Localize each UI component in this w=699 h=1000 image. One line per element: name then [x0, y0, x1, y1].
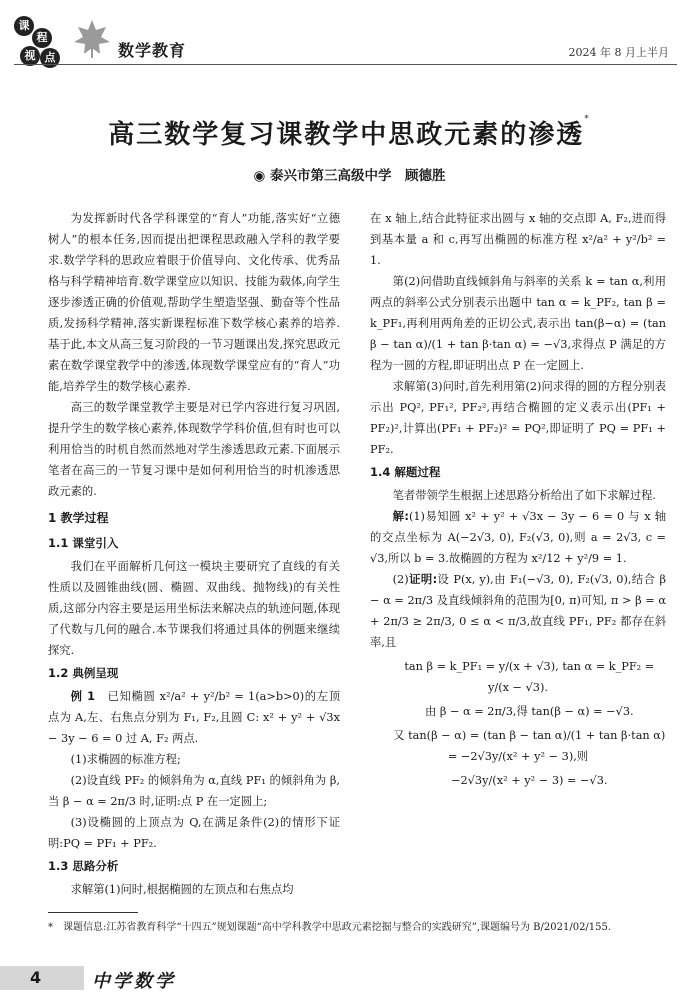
question-1: (1)求椭圆的标准方程;: [70, 753, 181, 766]
maple-leaf-icon: [72, 18, 112, 58]
page-header: [0, 0, 699, 72]
subsection-heading: 1.2 典例呈现: [48, 666, 119, 680]
question-2: (2)设直线 PF₂ 的倾斜角为 α,直线 PF₁ 的倾斜角为 β,当 β − α = 2π/3 时,证明:点 P 在一定圆上;: [48, 774, 340, 808]
solution-part-1: 解:(1)易知圆 x² + y² + √3x − 3y − 6 = 0 与 x 轴的交点坐标为 A(−2√3, 0), F₂(√3, 0),则 a = 2√3, c = √3,所以 b = 3.故椭圆的方程为 x²/12 + y²/9 = 1.: [370, 510, 666, 565]
magazine-name: 中学数学: [92, 971, 176, 992]
subsection-heading: 1.1 课堂引入: [48, 536, 119, 550]
equation: −2√3y/(x² + y² − 3) = −√3.: [451, 774, 608, 787]
right-column: [370, 208, 666, 794]
logo-char: 课: [14, 16, 34, 36]
equation: tan β = k_PF₁ = y/(x + √3), tan α = k_PF₂ = y/(x − √3).: [404, 660, 655, 694]
subsection-heading: 1.3 思路分析: [48, 859, 119, 873]
body-paragraph: 笔者带领学生根据上述思路分析给出了如下求解过程.: [392, 489, 657, 502]
logo-char: 点: [40, 48, 60, 68]
equation: 又 tan(β − α) = (tan β − tan α)/(1 + tan β·tan α) = −2√3y/(x² + y² − 3),则: [393, 729, 666, 763]
page-number: 4: [0, 966, 84, 990]
intro-paragraph: 为发挥新时代各学科课堂的“育人”功能,落实好“立德树人”的根本任务,因而提出把课程思政融入学科的教学要求.数学学科的思政应着眼于价值导向、文化传承、优秀品格与科学精神培育.数学课堂应以知识、技能为载体,向学生逐步渗透正确的价值观,帮助学生塑造坚强、勤奋等个性品质,发扬科学精神,落实新课程标准下数学核心素养的培养.基于此,本文从高三复习阶段的一节习题课出发,探究思政元素在数学课堂教学中的渗透,体现数学课堂应有的“育人”功能,培养学生的数学核心素养.: [48, 212, 340, 393]
body-paragraph: 第(2)问借助直线倾斜角与斜率的关系 k = tan α,利用两点的斜率公式分别表示出题中 tan α = k_PF₂, tan β = k_PF₁,再利用两角差的正切公式,表示出 tan(β−α) = (tan β − tan α)/(1 + tan β·tan α) = −√3,求得点 P 满足的方程为一圆的方程,即证明出点 P 在一定圆上.: [370, 275, 666, 372]
footnote: * 课题信息:江苏省教育科学“十四五”规划课题“高中学科教学中思政元素挖掘与整合的实践研究”,课题编号为 B/2021/02/155.: [48, 922, 612, 933]
body-paragraph: 我们在平面解析几何这一模块主要研究了直线的有关性质以及圆锥曲线(圆、椭圆、双曲线、抛物线)的有关性质,这部分内容主要是运用坐标法来解决点的轨迹问题,体现了代数与几何的融合.本节课我们将通过具体的例题来继续探究.: [48, 560, 340, 657]
header-divider: [14, 64, 677, 65]
body-paragraph: 求解第(1)问时,根据椭圆的左顶点和右焦点均: [70, 883, 294, 896]
title-footnote-mark: *: [584, 114, 591, 124]
logo-char: 视: [20, 46, 40, 66]
body-paragraph: 在 x 轴上,结合此特征求出圆与 x 轴的交点即 A, F₂,进而得到基本量 a 和 c,再写出椭圆的标准方程 x²/a² + y²/b² = 1.: [370, 212, 666, 267]
section-heading: 1 教学过程: [48, 511, 109, 525]
logo-char: 程: [32, 28, 52, 48]
example-problem: 例 1 已知椭圆 x²/a² + y²/b² = 1(a>b>0)的左顶点为 A,左、右焦点分别为 F₁, F₂,且圆 C: x² + y² + √3x − 3y − 6 = 0 过 A, F₂ 两点.: [48, 690, 340, 745]
section-name: 数学教育: [118, 41, 187, 60]
page-footer: [0, 956, 699, 1000]
intro-paragraph-2: 高三的数学课堂教学主要是对已学内容进行复习巩固,提升学生的数学核心素养,体现数学学科价值,但有时也可以利用恰当的时机自然而然地对学生渗透思政元素.下面展示笔者在高三的一节复习课中是如何利用恰当的时机渗透思政元素的.: [48, 401, 340, 498]
issue-date: 2024 年 8 月上半月: [568, 46, 669, 59]
column-logo: [14, 12, 114, 70]
example-label: 例 1: [70, 690, 95, 703]
solution-part-2: (2)证明:设 P(x, y),由 F₁(−√3, 0), F₂(√3, 0),结合 β − α = 2π/3 及直线倾斜角的范围为[0, π)可知, π > β = α + 2π/3 ≥ 2π/3, 0 ≤ α < π/3,故直线 PF₁, PF₂ 都存在斜率,且: [370, 573, 666, 649]
equation: 由 β − α = 2π/3,得 tan(β − α) = −√3.: [424, 705, 634, 718]
article-title: 高三数学复习课教学中思政元素的渗透*: [108, 114, 591, 150]
subsection-heading: 1.4 解题过程: [370, 465, 441, 479]
footnote-divider: [48, 912, 138, 913]
body-paragraph: 求解第(3)问时,首先利用第(2)问求得的圆的方程分别表示出 PQ², PF₁², PF₂²,再结合椭圆的定义表示出(PF₁ + PF₂)²,计算出(PF₁ + PF₂)² = PQ²,即证明了 PQ = PF₁ + PF₂.: [370, 380, 666, 456]
question-3: (3)设椭圆的上顶点为 Q,在满足条件(2)的情形下证明:PQ = PF₁ + PF₂.: [48, 816, 340, 850]
author-line: ◉ 泰兴市第三高级中学 顾德胜: [253, 168, 446, 184]
left-column: [48, 208, 340, 900]
